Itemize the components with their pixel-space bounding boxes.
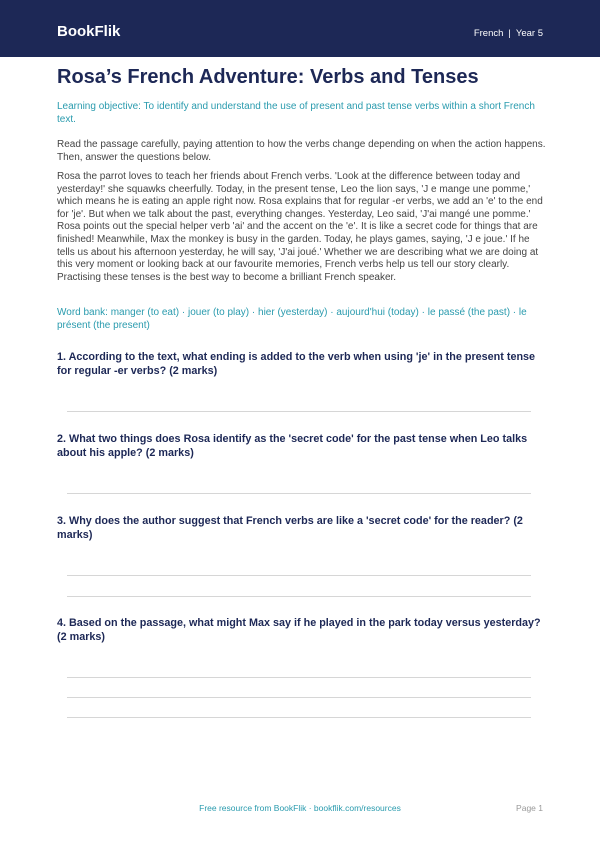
brand-logo[interactable]: BookFlik	[57, 23, 121, 40]
page-title: Rosa’s French Adventure: Verbs and Tenses	[57, 66, 479, 88]
answer-line[interactable]	[67, 677, 531, 678]
answer-line[interactable]	[67, 411, 531, 412]
subject-label: French	[473, 28, 504, 39]
answer-line[interactable]	[67, 717, 531, 718]
footer-resource-link[interactable]: Free resource from BookFlik · bookflik.com/resources	[199, 803, 401, 813]
answer-line[interactable]	[67, 596, 531, 597]
page-number: Page 1	[516, 803, 543, 813]
word-bank: Word bank: manger (to eat) · jouer (to play) · hier (yesterday) · aujourd'hui (today) · le passé (the past) · le présent (the present)	[57, 307, 527, 331]
answer-line[interactable]	[67, 697, 531, 698]
reading-passage: Rosa the parrot loves to teach her friends about French verbs. 'Look at the difference between today and yesterday!' she squawks cheerfully. Today, in the present tense, Leo the lion says, 'J e mange une pomme,' which means he is eating an apple right now. Rosa explains that for regular -er verbs, we add an 'e' to the end for 'je'. But when we talk about the past, everything changes. Yesterday, Leo said, 'J'ai mangé une pomme.' Rosa points out the special helper verb 'ai' and the accent on the 'e'. It is like a secret code for things that are finished! Meanwhile, Max the monkey is busy in the garden. Today, he plays games, saying, 'J e joue.' If he tells us about his afternoon yesterday, he will say, 'J'ai joué.' Whether we are describing what we are doing at this very moment or looking back at our favourite memories, French verbs help us tell our story clearly. Practising these tenses is the best way to become a brilliant French speaker.	[57, 171, 543, 283]
answer-line[interactable]	[67, 493, 531, 494]
question-3: 3. Why does the author suggest that French verbs are like a 'secret code' for the reader? (2 marks)	[57, 515, 523, 541]
meta-separator: |	[508, 28, 511, 39]
question-2: 2. What two things does Rosa identify as the 'secret code' for the past tense when Leo talks about his apple? (2 marks)	[57, 433, 528, 459]
page-header	[0, 0, 600, 57]
question-4: 4. Based on the passage, what might Max say if he played in the park today versus yesterday? (2 marks)	[57, 617, 541, 643]
year-label: Year 5	[515, 28, 543, 39]
question-1: 1. According to the text, what ending is added to the verb when using 'je' in the present tense for regular -er verbs? (2 marks)	[57, 351, 536, 377]
instructions: Read the passage carefully, paying attention to how the verbs change depending on when the action happens. Then, answer the questions below.	[57, 139, 546, 163]
answer-line[interactable]	[67, 575, 531, 576]
learning-objective: Learning objective: To identify and understand the use of present and past tense verbs within a short French text.	[57, 101, 535, 125]
subject-year	[474, 27, 543, 41]
